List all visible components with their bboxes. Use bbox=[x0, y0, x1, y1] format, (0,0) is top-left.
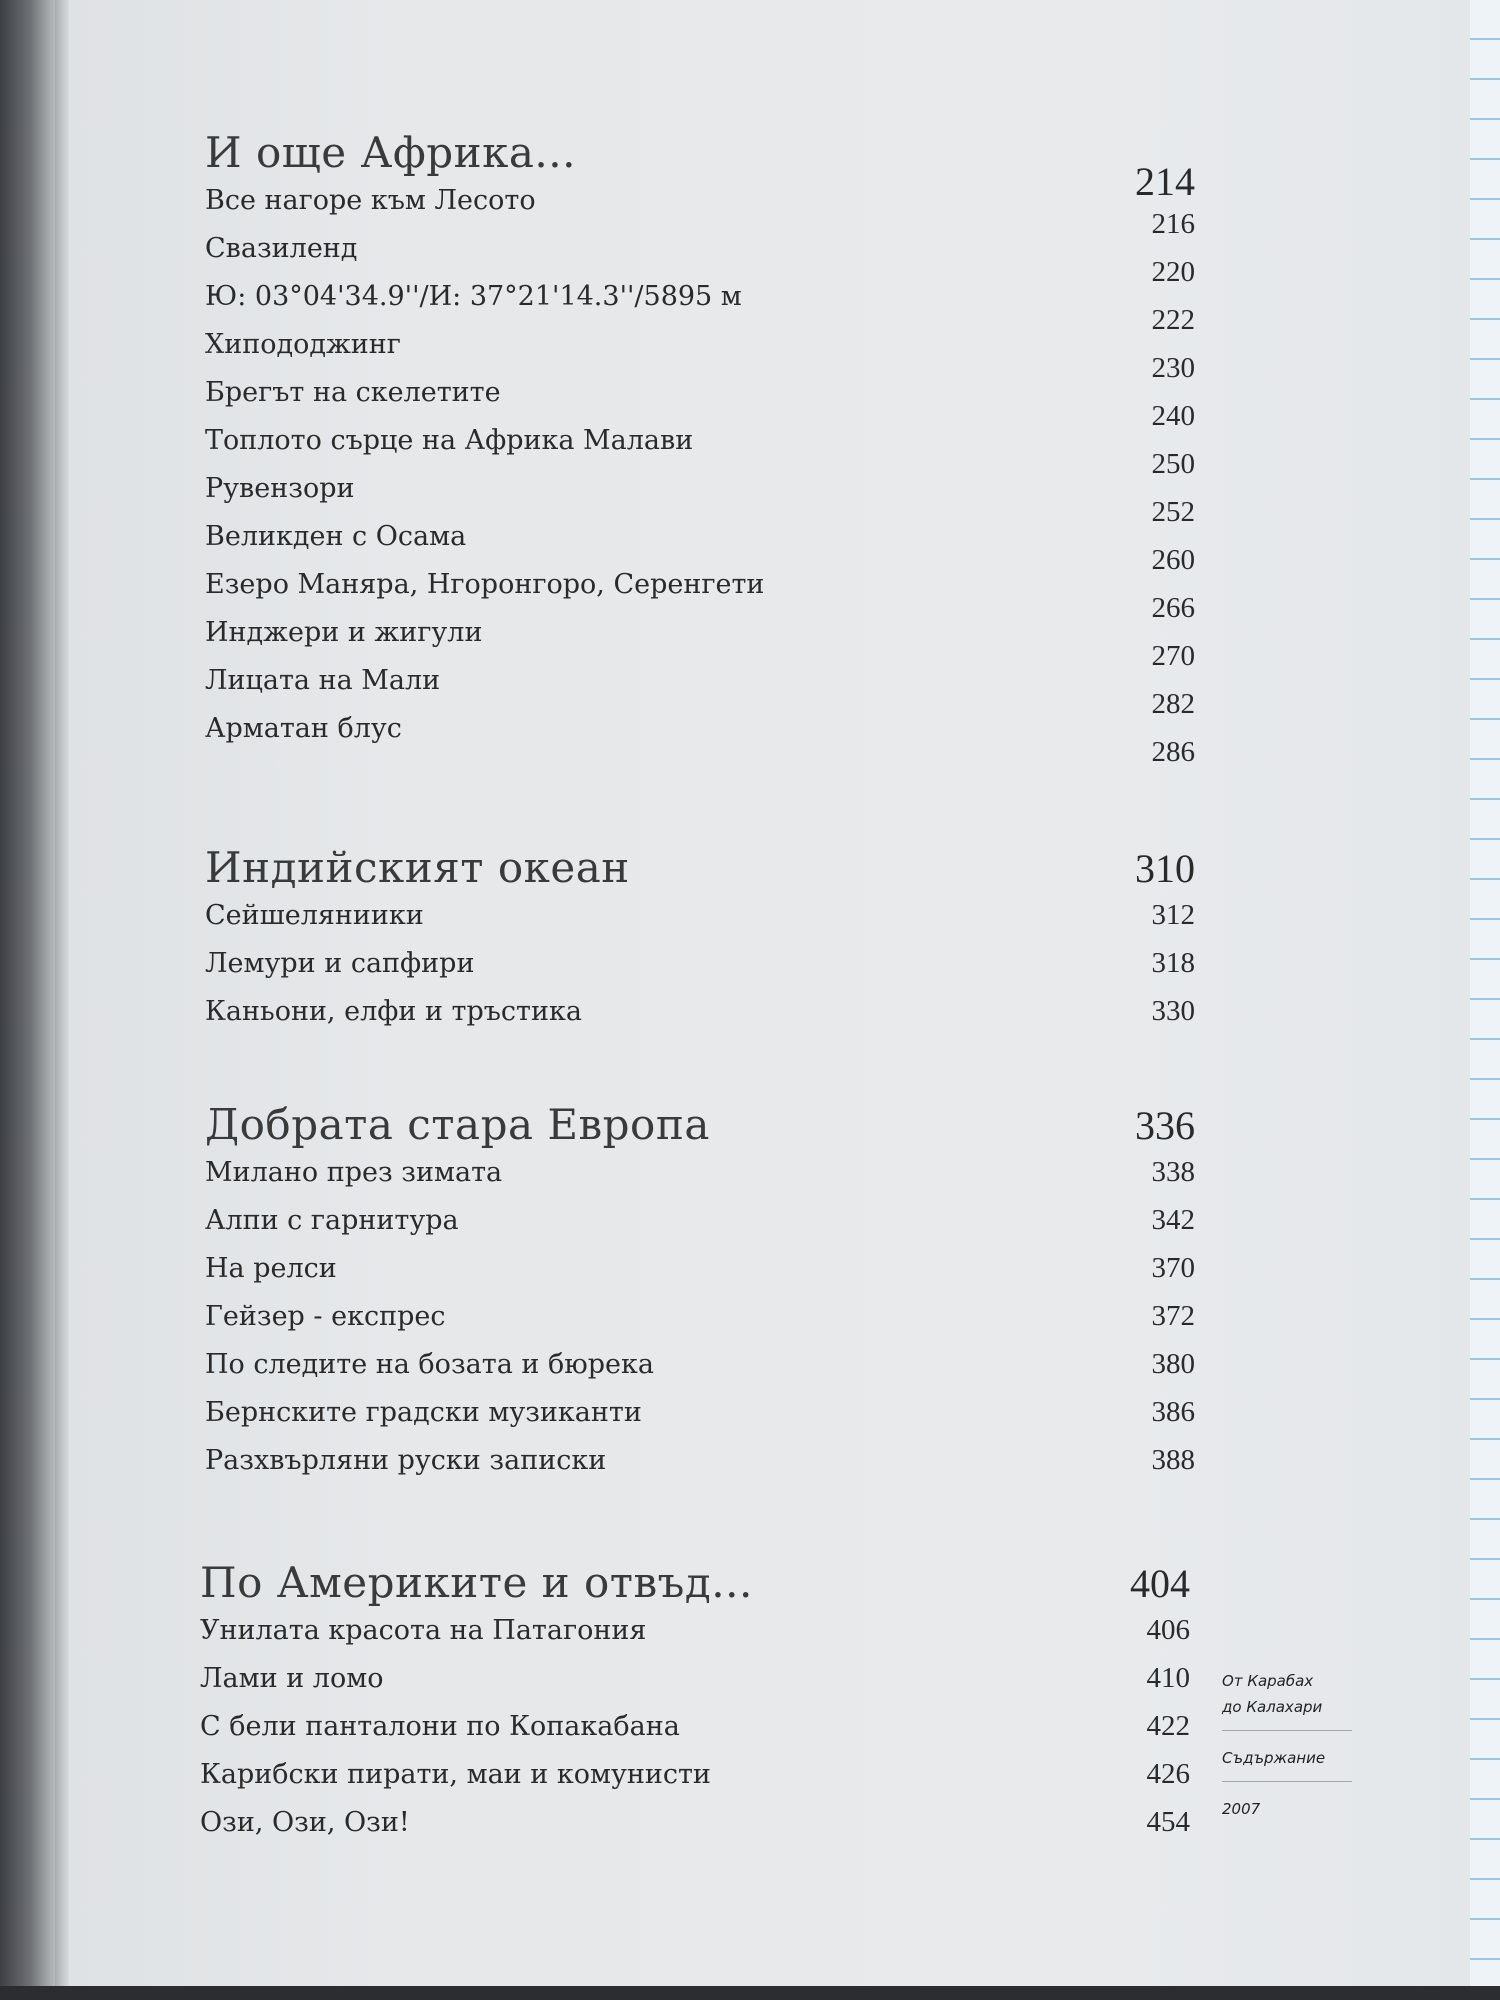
section-title: Добрата стара Европа bbox=[205, 1100, 710, 1149]
entry-page-number: 388 bbox=[1151, 1444, 1195, 1476]
toc-entry bbox=[200, 1662, 1190, 1710]
section-title: И още Африка... bbox=[205, 128, 576, 177]
entry-title: Бернските градски музиканти bbox=[205, 1397, 642, 1428]
toc-entry bbox=[205, 1444, 1195, 1492]
entry-title: Инджери и жигули bbox=[205, 617, 483, 648]
entry-page-number: 410 bbox=[1146, 1662, 1190, 1694]
toc-entry bbox=[200, 1806, 1190, 1854]
section-title: По Америките и отвъд... bbox=[200, 1558, 753, 1607]
toc-entry bbox=[205, 1348, 1195, 1396]
toc-entry bbox=[205, 520, 1195, 576]
toc-entry bbox=[205, 568, 1195, 624]
divider bbox=[1222, 1781, 1352, 1782]
toc-entry bbox=[205, 947, 1195, 995]
entry-page-number: 270 bbox=[1151, 640, 1195, 672]
entry-title: Сейшеляниики bbox=[205, 900, 424, 931]
entry-title: С бели панталони по Копакабана bbox=[200, 1711, 680, 1742]
divider bbox=[1222, 1730, 1352, 1731]
entry-page-number: 386 bbox=[1151, 1396, 1195, 1428]
entry-page-number: 216 bbox=[1151, 208, 1195, 240]
entry-page-number: 318 bbox=[1151, 947, 1195, 979]
entry-page-number: 342 bbox=[1151, 1204, 1195, 1236]
entry-page-number: 240 bbox=[1151, 400, 1195, 432]
toc-entry bbox=[205, 472, 1195, 528]
entry-title: Каньони, елфи и тръстика bbox=[205, 996, 582, 1027]
entry-title: Рувензори bbox=[205, 473, 355, 504]
section-page-number: 214 bbox=[1135, 159, 1195, 204]
entry-title: Брегът на скелетите bbox=[205, 377, 501, 408]
entry-title: Гейзер - експрес bbox=[205, 1301, 446, 1332]
entry-title: Милано през зимата bbox=[205, 1157, 503, 1188]
page-fold bbox=[55, 0, 69, 2000]
entry-title: Карибски пирати, маи и комунисти bbox=[200, 1759, 711, 1790]
toc-entry bbox=[205, 712, 1195, 768]
section-page-number: 336 bbox=[1135, 1103, 1195, 1148]
toc-entry bbox=[205, 1396, 1195, 1444]
entry-title: Ю: 03°04'34.9''/И: 37°21'14.3''/5895 м bbox=[205, 281, 742, 312]
entry-page-number: 286 bbox=[1151, 736, 1195, 768]
entry-page-number: 426 bbox=[1146, 1758, 1190, 1790]
entry-page-number: 266 bbox=[1151, 592, 1195, 624]
book-title-line-1: От Карабах bbox=[1222, 1672, 1314, 1690]
toc-entry bbox=[205, 1300, 1195, 1348]
toc-section bbox=[200, 1558, 1190, 1854]
entry-page-number: 252 bbox=[1151, 496, 1195, 528]
bottom-edge bbox=[0, 1986, 1500, 2000]
toc-entry bbox=[205, 995, 1195, 1043]
section-page-number: 404 bbox=[1130, 1561, 1190, 1606]
entry-title: Разхвърляни руски записки bbox=[205, 1445, 607, 1476]
book-spine bbox=[0, 0, 55, 2000]
entry-page-number: 250 bbox=[1151, 448, 1195, 480]
entry-title: Алпи с гарнитура bbox=[205, 1205, 459, 1236]
section-heading bbox=[205, 1100, 1195, 1156]
entry-page-number: 330 bbox=[1151, 995, 1195, 1027]
entry-page-number: 380 bbox=[1151, 1348, 1195, 1380]
toc-entry bbox=[200, 1710, 1190, 1758]
toc-entry bbox=[205, 376, 1195, 432]
entry-title: Великден с Осама bbox=[205, 521, 467, 552]
entry-title: Ози, Ози, Ози! bbox=[200, 1807, 410, 1838]
section-page-number: 310 bbox=[1135, 846, 1195, 891]
entry-page-number: 282 bbox=[1151, 688, 1195, 720]
entry-page-number: 454 bbox=[1146, 1806, 1190, 1838]
entry-page-number: 406 bbox=[1146, 1614, 1190, 1646]
toc-entry bbox=[200, 1614, 1190, 1662]
entry-title: Арматан блус bbox=[205, 713, 402, 744]
entry-title: Топлото сърце на Африка Малави bbox=[205, 425, 694, 456]
section-title: Индийският океан bbox=[205, 843, 630, 892]
toc-entry bbox=[205, 1204, 1195, 1252]
entry-title: Лами и ломо bbox=[200, 1663, 384, 1694]
entry-page-number: 230 bbox=[1151, 352, 1195, 384]
toc-entry bbox=[205, 1252, 1195, 1300]
entry-title: Хипододжинг bbox=[205, 329, 401, 360]
entry-title: По следите на бозата и бюрека bbox=[205, 1349, 654, 1380]
toc-entry bbox=[205, 232, 1195, 288]
section-heading bbox=[200, 1558, 1190, 1614]
book-title-line-2: до Калахари bbox=[1222, 1698, 1323, 1716]
toc-entry bbox=[205, 328, 1195, 384]
toc-section bbox=[205, 128, 1195, 768]
entry-title: Унилата красота на Патагония bbox=[200, 1615, 647, 1646]
entry-page-number: 220 bbox=[1151, 256, 1195, 288]
entry-title: Все нагоре към Лесото bbox=[205, 185, 536, 216]
year: 2007 bbox=[1222, 1800, 1261, 1818]
section-label: Съдържание bbox=[1222, 1749, 1326, 1767]
entry-page-number: 312 bbox=[1151, 899, 1195, 931]
entry-title: На релси bbox=[205, 1253, 337, 1284]
toc-section bbox=[205, 843, 1195, 1043]
entry-page-number: 370 bbox=[1151, 1252, 1195, 1284]
entry-page-number: 260 bbox=[1151, 544, 1195, 576]
running-sidebar bbox=[1222, 1668, 1352, 1822]
entry-page-number: 422 bbox=[1146, 1710, 1190, 1742]
entry-page-number: 372 bbox=[1151, 1300, 1195, 1332]
entry-title: Лицата на Мали bbox=[205, 665, 441, 696]
toc-entry bbox=[205, 424, 1195, 480]
section-heading bbox=[205, 843, 1195, 899]
adjacent-page-edge bbox=[1470, 0, 1500, 2000]
entry-title: Езеро Маняра, Нгоронгоро, Серенгети bbox=[205, 569, 765, 600]
toc-entry bbox=[205, 184, 1195, 240]
toc-section bbox=[205, 1100, 1195, 1492]
entry-title: Свазиленд bbox=[205, 233, 358, 264]
toc-entry bbox=[205, 1156, 1195, 1204]
entry-page-number: 338 bbox=[1151, 1156, 1195, 1188]
entry-page-number: 222 bbox=[1151, 304, 1195, 336]
toc-entry bbox=[205, 664, 1195, 720]
toc-entry bbox=[200, 1758, 1190, 1806]
toc-entry bbox=[205, 616, 1195, 672]
toc-entry bbox=[205, 899, 1195, 947]
entry-title: Лемури и сапфири bbox=[205, 948, 475, 979]
toc-entry bbox=[205, 280, 1195, 336]
